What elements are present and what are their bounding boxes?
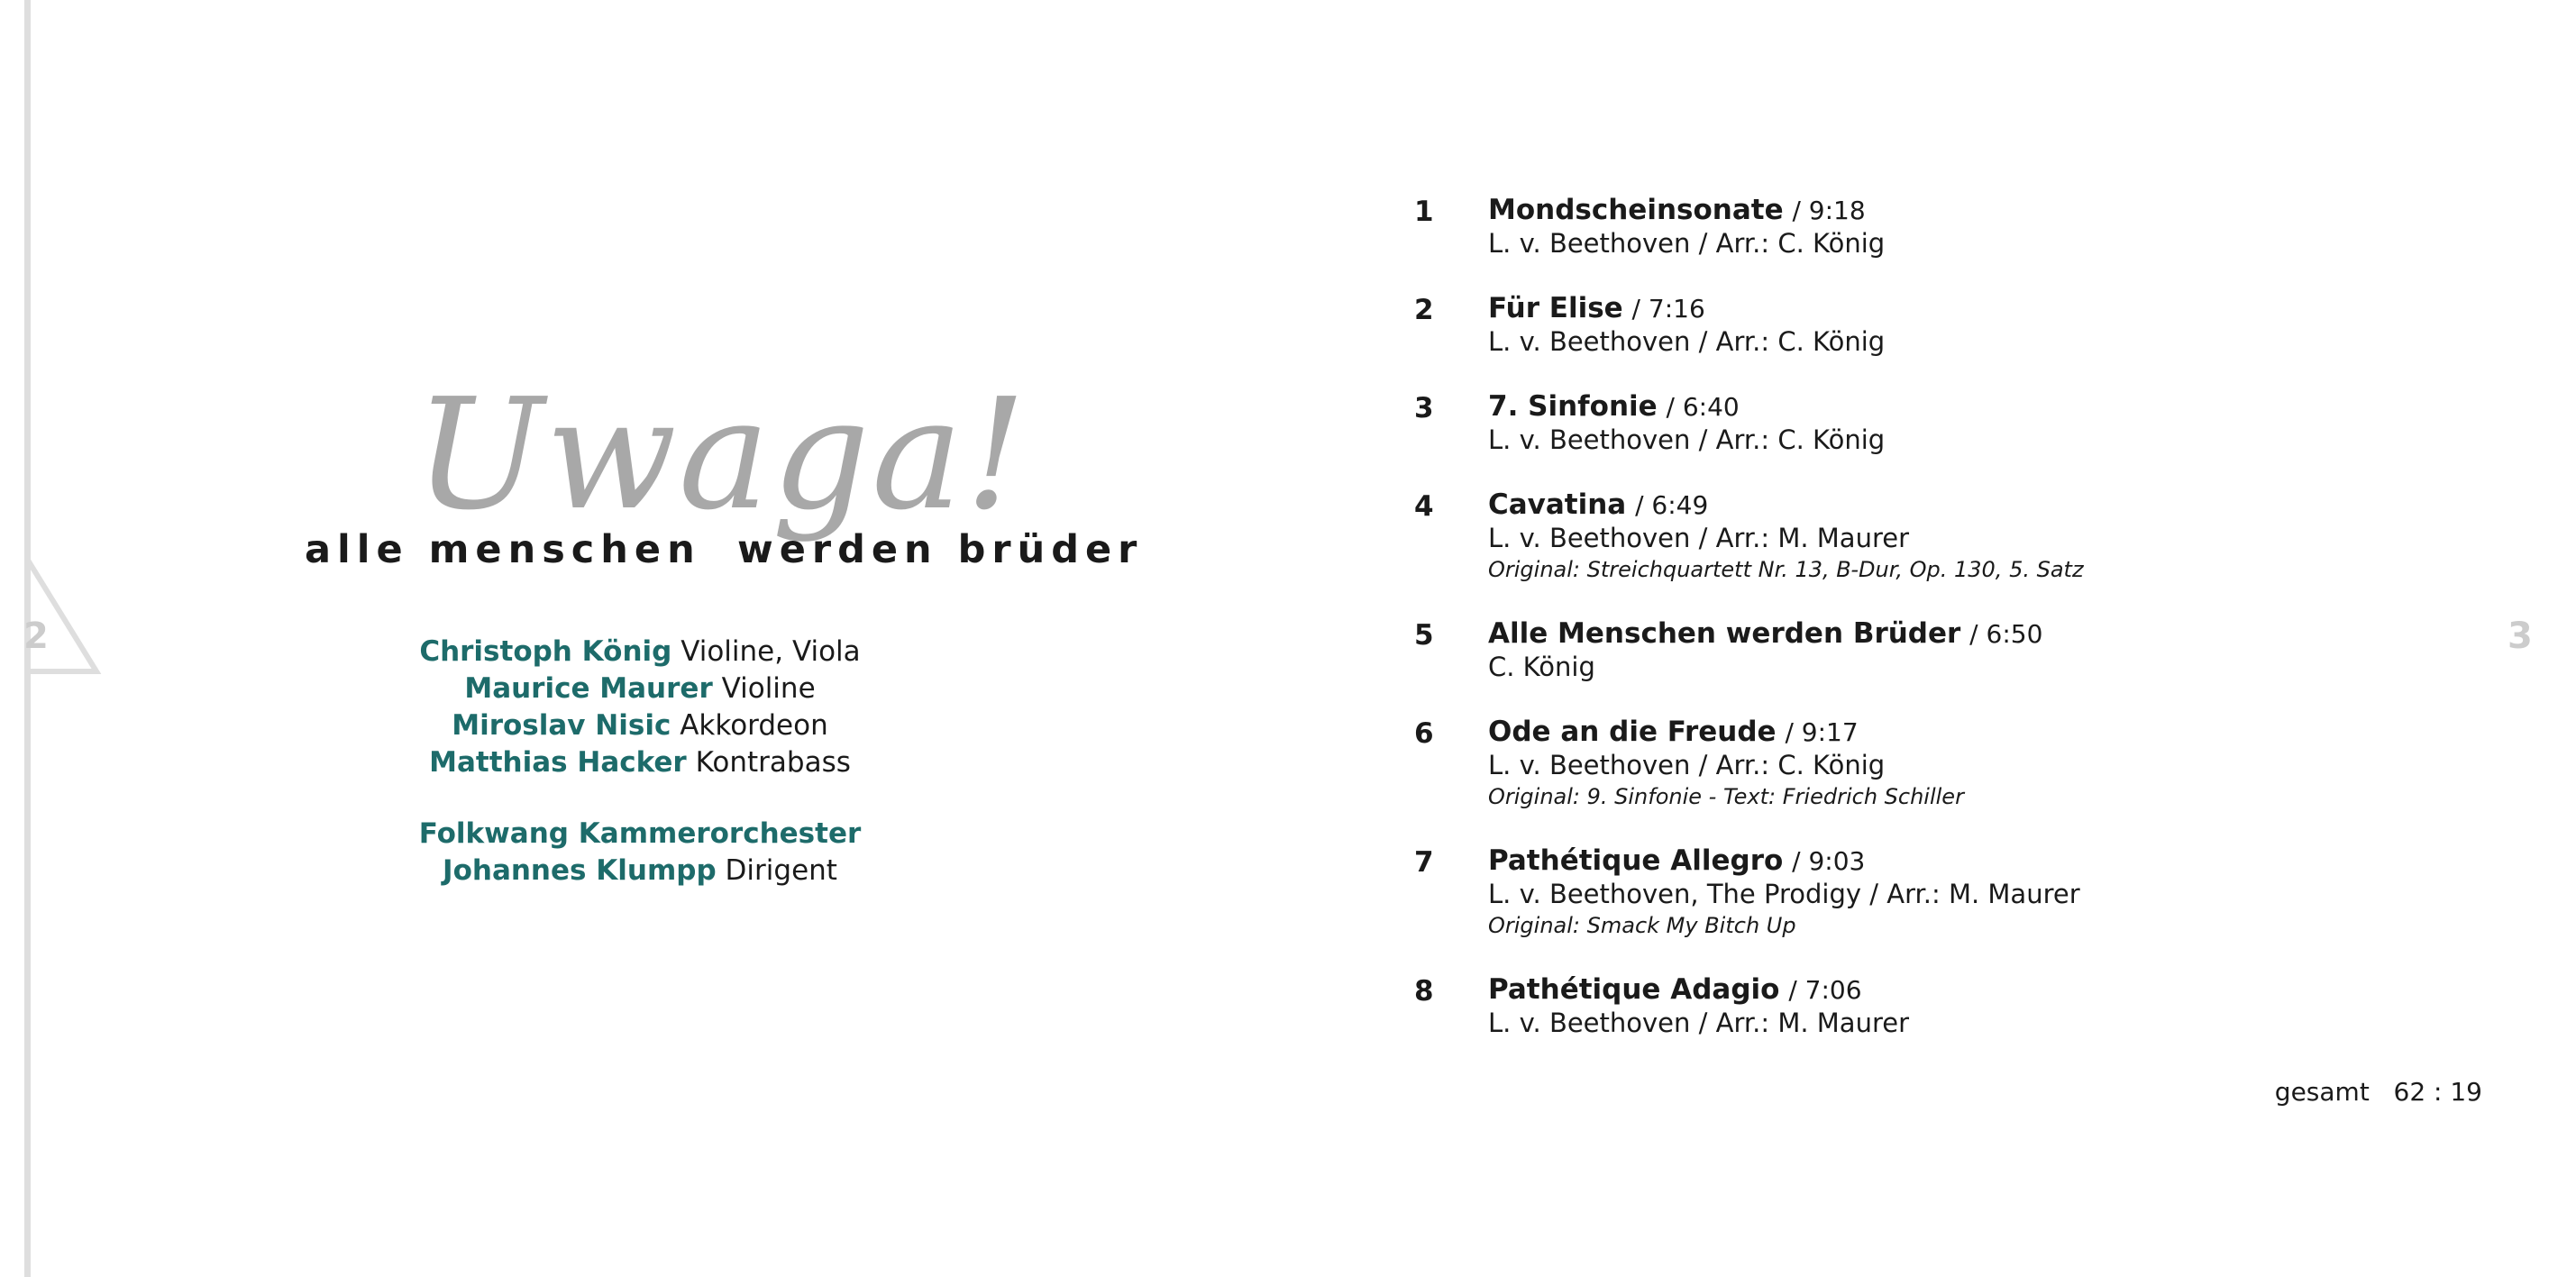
track-item [1414, 292, 2496, 358]
track-duration: / 6:40 [1666, 392, 1740, 422]
track-composer: L. v. Beethoven, The Prodigy / Arr.: M. Maurer [1488, 879, 2080, 909]
track-composer: L. v. Beethoven / Arr.: C. König [1488, 326, 1886, 357]
track-duration: / 7:16 [1631, 294, 1705, 324]
conductor-role: Dirigent [725, 854, 837, 887]
tracklist [1414, 194, 2496, 1072]
track-original-note: Original: Smack My Bitch Up [1488, 913, 1796, 938]
track-number: 2 [1414, 294, 1434, 326]
track-item [1414, 973, 2496, 1039]
track-number: 5 [1414, 619, 1434, 652]
track-duration: / 9:03 [1792, 846, 1866, 876]
ensemble-line [352, 816, 928, 853]
track-title-line [1488, 390, 2496, 424]
track-title-line [1488, 844, 2496, 878]
right-page [1288, 0, 2576, 1277]
track-number: 8 [1414, 975, 1434, 1008]
track-title: Alle Menschen werden Brüder [1488, 617, 1961, 650]
track-title: Pathétique Allegro [1488, 844, 1784, 877]
track-title-line [1488, 973, 2496, 1007]
musician-role: Akkordeon [680, 709, 828, 742]
track-composer: L. v. Beethoven / Arr.: M. Maurer [1488, 523, 1910, 553]
track-duration: / 7:06 [1788, 975, 1862, 1005]
track-item [1414, 194, 2496, 260]
track-composer: L. v. Beethoven / Arr.: C. König [1488, 424, 1886, 455]
track-title-line [1488, 617, 2496, 651]
track-number: 4 [1414, 490, 1434, 523]
credit-line [352, 744, 928, 781]
musician-role: Violine [721, 672, 816, 705]
credits-block [352, 634, 928, 889]
track-original-note: Original: 9. Sinfonie - Text: Friedrich Schiller [1488, 784, 1964, 809]
track-item [1414, 716, 2496, 812]
track-duration: / 9:18 [1792, 196, 1866, 225]
total-runtime [2275, 1077, 2482, 1107]
conductor-name: Johannes Klumpp [443, 854, 717, 887]
track-item [1414, 617, 2496, 683]
ensemble-line [352, 853, 928, 889]
track-title-line [1488, 292, 2496, 325]
page-number: 2 [23, 616, 49, 657]
musician-name: Christoph König [419, 635, 672, 668]
track-composer: L. v. Beethoven / Arr.: C. König [1488, 750, 1886, 780]
track-duration: / 6:49 [1635, 490, 1709, 520]
track-composer: L. v. Beethoven / Arr.: C. König [1488, 228, 1886, 259]
musician-role: Kontrabass [695, 746, 851, 779]
track-title-line [1488, 194, 2496, 227]
track-title: 7. Sinfonie [1488, 390, 1658, 423]
credit-line [352, 707, 928, 744]
total-time: 62 : 19 [2393, 1077, 2482, 1107]
track-number: 7 [1414, 846, 1434, 879]
track-item [1414, 844, 2496, 941]
track-title: Mondscheinsonate [1488, 194, 1784, 226]
musician-name: Maurice Maurer [464, 672, 713, 705]
track-title: Für Elise [1488, 292, 1623, 324]
track-title-line [1488, 716, 2496, 749]
album-tagline-right: werden brüder [737, 527, 1144, 572]
track-title-line [1488, 488, 2496, 522]
credit-line [352, 634, 928, 670]
album-logo: Uwaga! [415, 366, 1028, 544]
track-number: 3 [1414, 392, 1434, 424]
ensemble-name: Folkwang Kammerorchester [418, 817, 862, 850]
total-label: gesamt [2274, 1077, 2370, 1107]
credit-spacer [352, 781, 928, 816]
track-duration: / 9:17 [1785, 717, 1859, 747]
track-item [1414, 488, 2496, 585]
track-original-note: Original: Streichquartett Nr. 13, B-Dur, Op. 130, 5. Satz [1488, 557, 2084, 582]
track-number: 1 [1414, 196, 1434, 228]
album-tagline-left: alle menschen [305, 527, 701, 572]
track-title: Pathétique Adagio [1488, 973, 1780, 1006]
track-item [1414, 390, 2496, 456]
track-composer: L. v. Beethoven / Arr.: M. Maurer [1488, 1008, 1910, 1038]
credit-line [352, 670, 928, 707]
musician-name: Matthias Hacker [429, 746, 687, 779]
track-composer: C. König [1488, 652, 1595, 682]
musician-name: Miroslav Nisic [452, 709, 671, 742]
track-number: 6 [1414, 717, 1434, 750]
track-title: Cavatina [1488, 488, 1627, 521]
track-duration: / 6:50 [1969, 619, 2043, 649]
page-number: 3 [2507, 616, 2533, 657]
track-title: Ode an die Freude [1488, 716, 1777, 748]
musician-role: Violine, Viola [681, 635, 861, 668]
